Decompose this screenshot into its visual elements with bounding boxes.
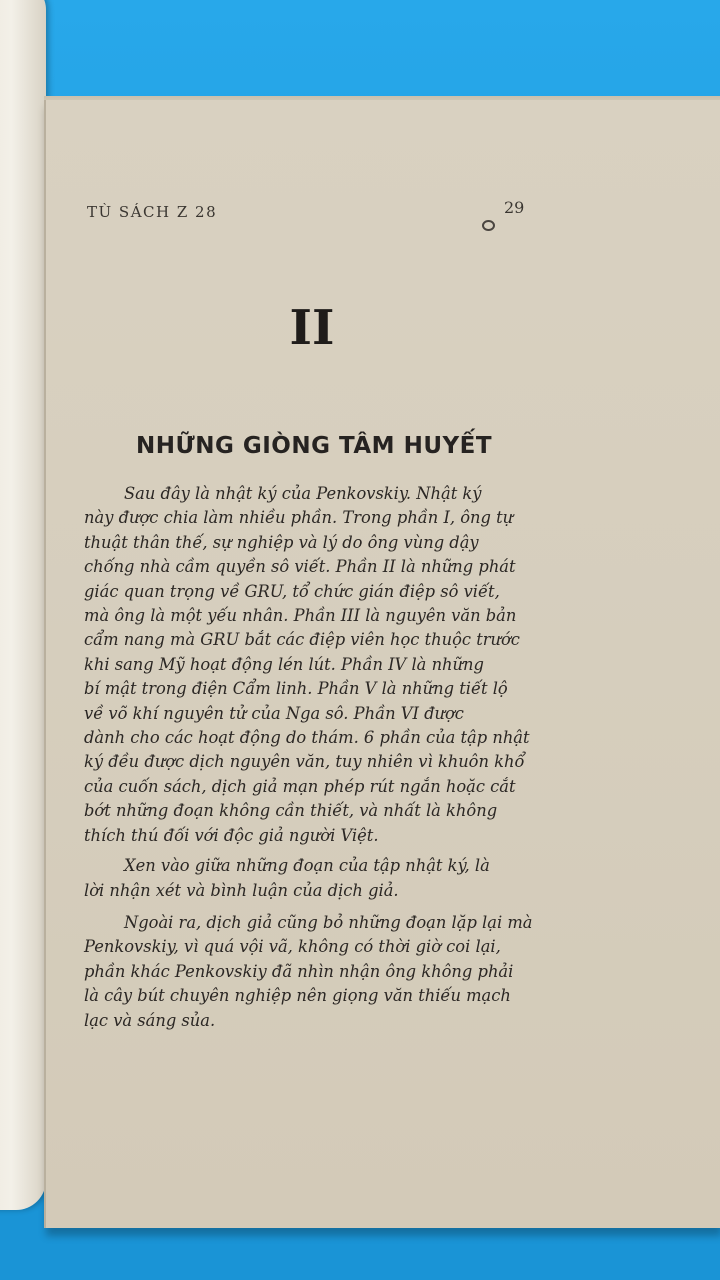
- chapter-numeral: II: [289, 300, 335, 356]
- text-line: phần khác Penkovskiy đã nhìn nhận ông không phải: [84, 961, 514, 981]
- paragraph-2: [84, 854, 544, 903]
- text-line: Penkovskiy, vì quá vội vã, không có thời giờ coi lại,: [84, 937, 501, 957]
- chapter-title: NHỮNG GIÒNG TÂM HUYẾT: [136, 433, 493, 459]
- text-line: giác quan trọng về GRU, tổ chức gián điệp sô viết,: [84, 581, 500, 601]
- text-line: Xen vào giữa những đoạn của tập nhật ký, là: [124, 856, 490, 876]
- text-line: bí mật trong điện Cẩm linh. Phần V là những tiết lộ: [84, 679, 508, 699]
- facing-page-edge: [0, 0, 46, 1210]
- text-line: cẩm nang mà GRU bắt các điệp viên học thuộc trước: [84, 630, 520, 650]
- text-line: thích thú đối với độc giả người Việt.: [84, 825, 379, 845]
- text-line: là cây bút chuyên nghiệp nên giọng văn thiếu mạch: [84, 986, 511, 1006]
- paragraph-1: [84, 482, 544, 848]
- text-line: Ngoài ra, dịch giả cũng bỏ những đoạn lặp lại mà: [124, 912, 533, 932]
- text-line: Sau đây là nhật ký của Penkovskiy. Nhật ký: [124, 484, 482, 503]
- text-line: chống nhà cầm quyền sô viết. Phần II là những phát: [84, 557, 516, 577]
- ink-mark: [482, 220, 495, 231]
- paragraph-3: [84, 911, 544, 1033]
- text-line: ký đều được dịch nguyên văn, tuy nhiên vì khuôn khổ: [84, 752, 525, 772]
- text-line: dành cho các hoạt động do thám. 6 phần của tập nhật: [84, 728, 530, 748]
- text-line: về võ khí nguyên tử của Nga sô. Phần VI được: [84, 703, 464, 723]
- body-text: [84, 482, 544, 1033]
- text-line: bớt những đoạn không cần thiết, và nhất là không: [84, 801, 498, 821]
- text-line: này được chia làm nhiều phần. Trong phần I, ông tự: [84, 508, 514, 528]
- text-line: lời nhận xét và bình luận của dịch giả.: [84, 880, 399, 900]
- text-line: của cuốn sách, dịch giả mạn phép rút ngắn hoặc cắt: [84, 776, 516, 796]
- text-line: lạc và sáng sủa.: [84, 1010, 216, 1030]
- running-header: TÙ SÁCH Z 28: [87, 203, 218, 221]
- page-number: 29: [504, 198, 525, 217]
- text-line: thuật thân thế, sự nghiệp và lý do ông vùng dậy: [84, 532, 479, 552]
- text-line: khi sang Mỹ hoạt động lén lút. Phần IV là những: [84, 654, 484, 674]
- text-line: mà ông là một yếu nhân. Phần III là nguyên văn bản: [84, 606, 517, 626]
